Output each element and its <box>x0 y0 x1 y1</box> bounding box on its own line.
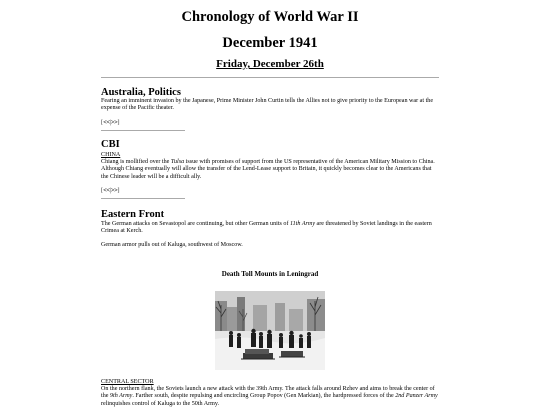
nav-bracket-open: [ <box>101 119 104 126</box>
double-chevron-right-icon[interactable]: >> <box>110 119 118 126</box>
subheading-central-sector[interactable]: CENTRAL SECTOR <box>101 379 154 385</box>
section-text-eastern-front-1: The German attacks on Sevastopol are continuing, but other German units of 11th Army are threatened by Soviet landings in the eastern Crimea at Kerch. <box>101 221 432 235</box>
divider-cbi <box>101 198 185 199</box>
double-chevron-right-icon[interactable]: >> <box>110 187 118 194</box>
leningrad-photo <box>215 291 325 370</box>
nav-bracket-open: [ <box>101 187 104 194</box>
divider-top <box>101 77 439 78</box>
nav-links-australia <box>101 119 120 127</box>
nav-separator: | <box>109 187 111 194</box>
month-title: December 1941 <box>222 35 318 51</box>
nav-bracket-close: ] <box>117 187 120 194</box>
section-heading-cbi: CBI <box>101 139 120 150</box>
subheading-china[interactable]: CHINA <box>101 152 121 158</box>
section-text-cbi: Chiang is mollified over the Tulsa issue with promises of support from the US representative of the American Military Mission to China. Although Chiang eventually will allow the transfer of the Lend-Lease support to Britain, it quickly becomes clear to the Americans that the Chinese leader will be a difficult ally. <box>101 159 435 180</box>
ship-name-tulsa: Tulsa <box>170 159 185 165</box>
photo-caption: Death Toll Mounts in Leningrad <box>221 270 319 278</box>
photo-illustration <box>215 291 325 370</box>
section-text-eastern-front-2: German armor pulls out of Kaluga, southwest of Moscow. <box>101 242 243 248</box>
section-text-eastern-front-3: On the northern flank, the Soviets launch a new attack with the 39th Army. The attack falls around Rzhev and aims to break the center of the 9th Army. Farther south, despite repulsing and encircling Group Popov (Gen Markian), the hardpressed forces of the 2nd Panzer Army relinquishes control of Kaluga to the 50th Army. <box>101 386 438 407</box>
double-chevron-left-icon[interactable]: << <box>103 119 110 126</box>
section-heading-australia: Australia, Politics <box>101 87 181 98</box>
double-chevron-left-icon[interactable]: << <box>103 187 110 194</box>
date-title[interactable]: Friday, December 26th <box>216 58 324 70</box>
section-text-australia: Fearing an imminent invasion by the Japanese, Prime Minister John Curtin tells the Allies not to give priority to the European war at the expense of the Pacific theater. <box>101 98 434 112</box>
nav-links-cbi <box>101 187 120 195</box>
section-heading-eastern-front: Eastern Front <box>101 209 165 220</box>
nav-separator: | <box>109 119 111 126</box>
page-title: Chronology of World War II <box>181 9 359 25</box>
divider-australia <box>101 130 185 131</box>
nav-bracket-close: ] <box>117 119 120 126</box>
